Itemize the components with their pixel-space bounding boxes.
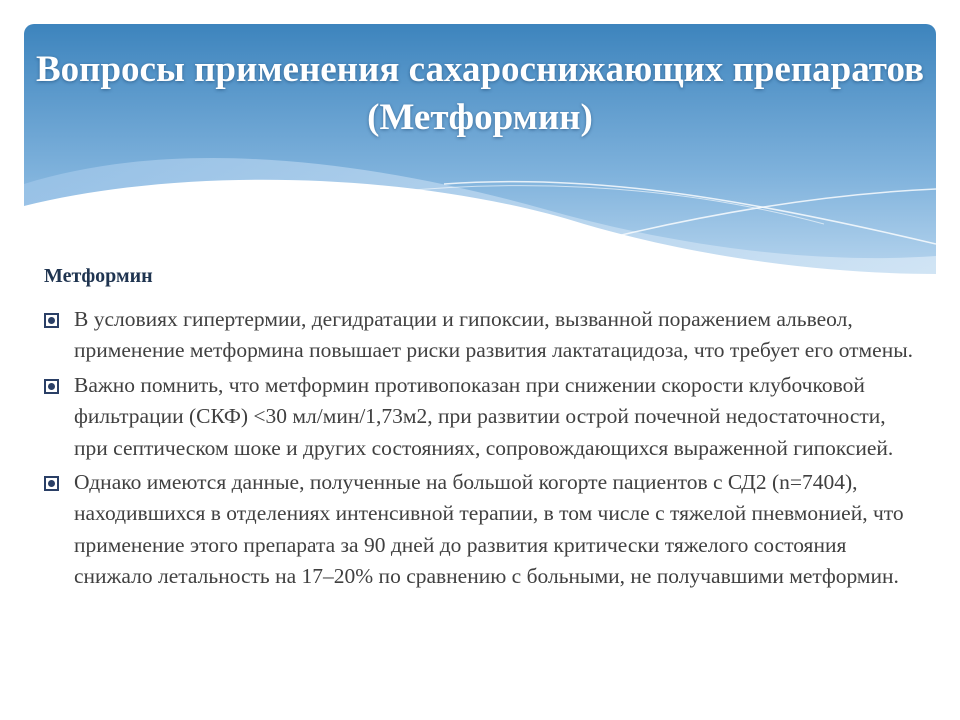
bullet-text: Важно помнить, что метформин противопоказан при снижении скорости клубочковой фильтрации (СКФ) <30 мл/мин/1,73м2, при развитии острой почечной недостаточности, при септическом шоке и других состояниях, сопровождающихся выраженной гипоксией. — [74, 372, 894, 460]
bullet-item — [44, 467, 924, 593]
bullet-square-icon — [44, 379, 59, 394]
bullet-square-icon — [44, 476, 59, 491]
bullet-item — [44, 370, 924, 464]
section-heading: Метформин — [44, 265, 153, 287]
slide-title: Вопросы применения сахароснижающих препаратов (Метформин) — [35, 49, 925, 138]
slide-content — [44, 262, 924, 596]
bullet-text: Однако имеются данные, полученные на большой когорте пациентов с СД2 (n=7404), находившихся в отделениях интенсивной терапии, в том числе с тяжелой пневмонией, что применение этого препарата за 90 дней до развития критически тяжелого состояния снижало летальность на 17–20% по сравнению с больными, не получавшими метформин. — [74, 470, 904, 589]
bullet-text: В условиях гипертермии, дегидратации и гипоксии, вызванной поражением альвеол, применение метформина повышает риски развития лактатацидоза, что требует его отмены. — [74, 307, 914, 363]
bullet-square-icon — [44, 313, 59, 328]
bullet-list — [44, 304, 924, 593]
bullet-item — [44, 304, 924, 367]
